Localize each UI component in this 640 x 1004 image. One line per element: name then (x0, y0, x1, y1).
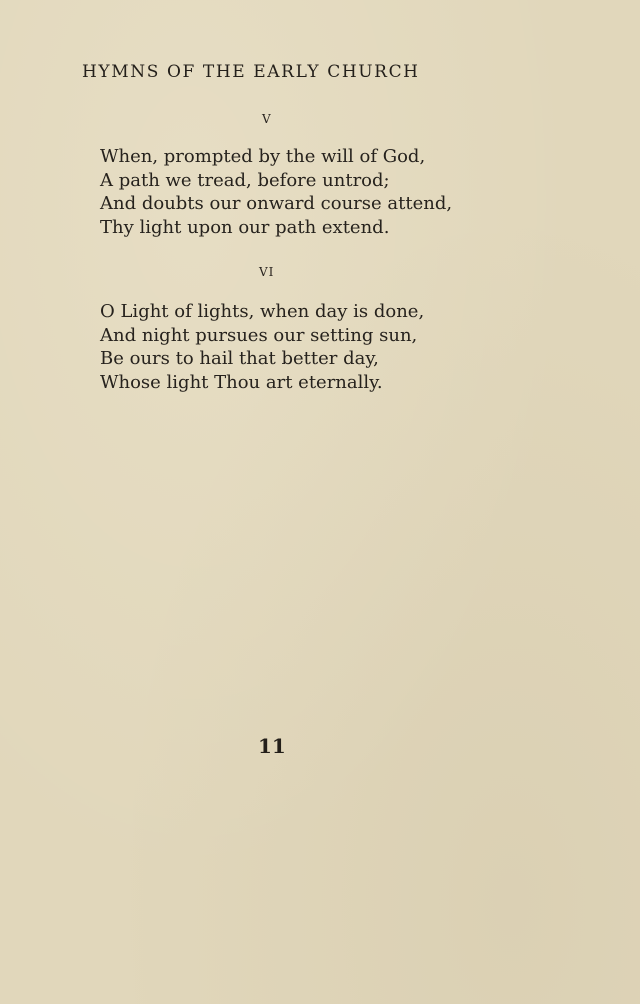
verse-line: When, prompted by the will of God, (100, 146, 426, 167)
page-number: 11 (258, 734, 286, 758)
stanza-v (100, 145, 452, 239)
verse-line: And doubts our onward course attend, (100, 193, 453, 214)
stanza-vi (100, 300, 424, 394)
verse-line: Whose light Thou art eternally. (100, 371, 383, 393)
verse-line: Be ours to hail that better day, (100, 348, 379, 369)
stanza-number-vi: VI (259, 265, 275, 279)
verse-line: O Light of lights, when day is done, (100, 301, 425, 322)
verse-line: And night pursues our setting sun, (100, 324, 418, 346)
stanza-number-v: V (262, 112, 272, 126)
running-head: HYMNS OF THE EARLY CHURCH (82, 62, 420, 82)
verse-line: A path we tread, before untrod; (100, 169, 390, 191)
verse-line: Thy light upon our path extend. (100, 216, 390, 238)
